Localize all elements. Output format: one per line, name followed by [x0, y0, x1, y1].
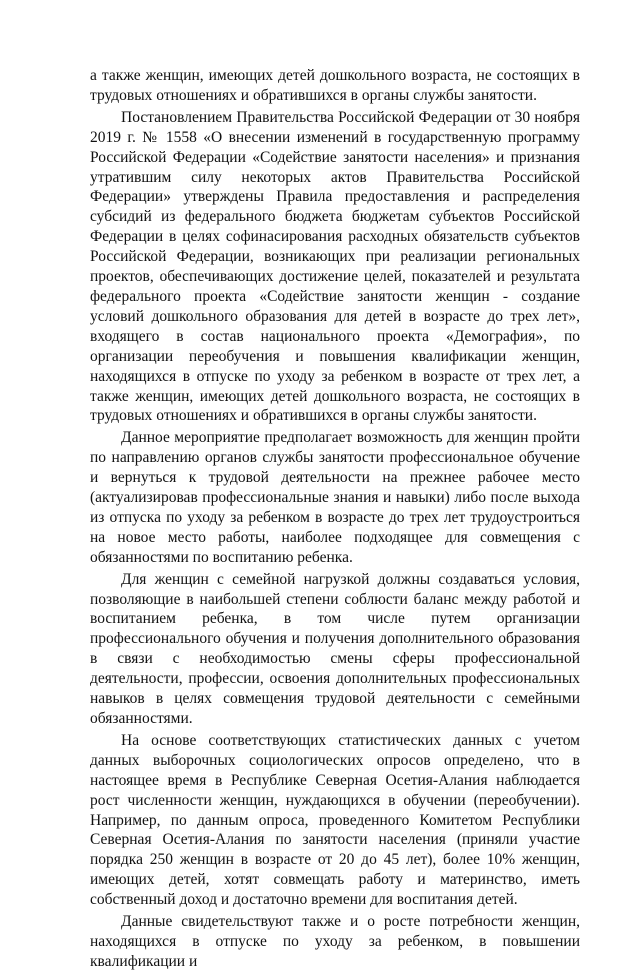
paragraph-evidence: Данные свидетельствуют также и о росте потребности женщин, находящихся в отпуске по уходу за ребенком, в повышении квалификации и: [90, 913, 580, 970]
paragraph-continuation: а также женщин, имеющих детей дошкольного возраста, не состоящих в трудовых отношениях и обратившихся в органы службы занятости.: [90, 67, 580, 104]
paragraph-resolution: Постановлением Правительства Российской Федерации от 30 ноября 2019 г. № 1558 «О внесении изменений в государственную программу Российской Федерации «Содействие занятости населения» и признания утратившим силу некоторых актов Правительства Российской Федерации» утверждены Правила предоставления и распределения субсидий из федерального бюджета бюджетам субъектов Российской Федерации в целях софинасирования расходных обязательств субъектов Российской Федерации, возникающих при реализации региональных проектов, обеспечивающих достижение целей, показателей и результата федерального проекта «Содействие занятости женщин - создание условий дошкольного образования для детей в возрасте до трех лет», входящего в состав национального проекта «Демография», по организации переобучения и повышения квалификации женщин, находящихся в отпуске по уходу за ребенком в возрасте от трех лет, а также женщин, имеющих детей дошкольного возраста, не состоящих в трудовых отношениях и обратившихся в органы службы занятости.: [90, 108, 580, 425]
paragraph-measure: Данное мероприятие предполагает возможность для женщин пройти по направлению органов службы занятости профессиональное обучение и вернуться к трудовой деятельности на прежнее рабочее место (актуализировав профессиональные знания и навыки) либо после выхода из отпуска по уходу за ребенком в возрасте до трех лет трудоустроиться на новое место работы, наиболее подходящее для совмещения с обязанностями по воспитанию ребенка.: [90, 429, 580, 566]
document-page: [90, 66, 580, 972]
paragraph-conditions: Для женщин с семейной нагрузкой должны создаваться условия, позволяющие в наибольшей степени соблюсти баланс между работой и воспитанием ребенка, в том числе путем организации профессионального обучения и получения дополнительного образования в связи с необходимостью смены сферы профессиональной деятельности, профессии, освоения дополнительных профессиональных навыков в целях совмещения трудовой деятельности с семейными обязанностями.: [90, 570, 580, 727]
paragraph-statistics: На основе соответствующих статистических данных с учетом данных выборочных социологических опросов определено, что в настоящее время в Республике Северная Осетия-Алания наблюдается рост численности женщин, нуждающихся в обучении (переобучении). Например, по данным опроса, проведенного Комитетом Республики Северная Осетия-Алания по занятости населения (приняли участие порядка 250 женщин в возрасте от 20 до 45 лет), более 10% женщин, имеющих детей, хотят совмещать работу и материнство, иметь собственный доход и достаточно времени для воспитания детей.: [90, 731, 580, 909]
